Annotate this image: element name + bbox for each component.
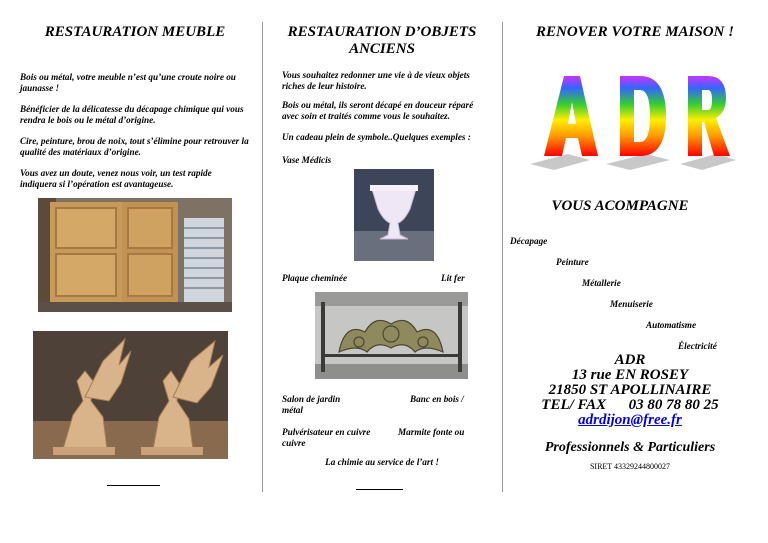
company-email[interactable]	[520, 412, 740, 428]
photo-iron-bed	[315, 292, 468, 379]
service-metallerie: Métallerie	[582, 278, 621, 288]
column-divider-left	[262, 22, 263, 492]
item-banc-bois: Banc en bois /	[410, 394, 464, 404]
company-city: 21850 ST APOLLINAIRE	[548, 382, 712, 398]
service-peinture: Peinture	[556, 257, 589, 267]
company-street: 13 rue EN ROSEY	[571, 367, 689, 383]
col2-footer-rule	[356, 489, 403, 490]
col3-subtitle: VOUS ACOMPAGNE	[551, 198, 689, 214]
col1-footer-rule	[107, 485, 160, 486]
siret-number: SIRET 43329244800027	[589, 462, 671, 471]
service-decapage: Décapage	[510, 236, 548, 246]
company-name: ADR	[614, 352, 646, 368]
col2-paragraph-2: Bois ou métal, ils seront décapé en douceur réparé avec soin et traités comme vous le souhaitez.	[282, 100, 474, 121]
col1-paragraph-3: Cire, peinture, brou de noix, tout s’élimine pour retrouver la qualité des matériaux d’origine.	[20, 136, 249, 157]
item-salon-jardin: Salon de jardin métal	[282, 394, 341, 415]
col3-title: RENOVER VOTRE MAISON !	[536, 24, 734, 40]
service-menuiserie: Menuiserie	[610, 299, 653, 309]
item-plaque-cheminee: Plaque cheminée	[282, 273, 348, 283]
service-automatisme: Automatisme	[646, 320, 697, 330]
company-phone: TEL/ FAX 03 80 78 80 25	[541, 397, 719, 413]
col1-title: RESTAURATION MEUBLE	[44, 24, 226, 40]
col2-paragraph-1: Vous souhaitez redonner une vie à de vieux objets riches de leur histoire.	[282, 70, 470, 91]
col2-paragraph-3: Un cadeau plein de symbole..Quelques exemples :	[282, 132, 471, 142]
column-divider-right	[502, 22, 503, 492]
audience-label: Professionnels & Particuliers	[544, 440, 716, 455]
service-electricite: Électricité	[678, 341, 717, 351]
item-pulverisateur: Pulvérisateur en cuivre cuivre	[282, 427, 371, 448]
col1-paragraph-4: Vous avez un doute, venez nous voir, un test rapide indiquera si l’opération est avantageuse.	[20, 168, 212, 189]
photo-vase-medicis	[354, 169, 434, 261]
adr-logo	[520, 68, 740, 173]
col1-paragraph-1: Bois ou métal, votre meuble n’est qu’une croute noire ou jaunasse !	[20, 72, 236, 93]
item-marmite-fonte: Marmite fonte ou	[398, 427, 465, 437]
photo-restored-doors	[38, 198, 232, 312]
col2-title: RESTAURATION D’OBJETS ANCIENS	[287, 24, 477, 57]
photo-carved-chimeras	[33, 331, 228, 459]
email-link[interactable]: adrdijon@free.fr	[578, 412, 682, 428]
col1-paragraph-2: Bénéficier de la délicatesse du décapage chimique qui vous rendra le bois ou le métal d’origine.	[20, 104, 244, 125]
col2-tagline: La chimie au service de l’art !	[325, 457, 439, 467]
item-vase-medicis: Vase Médicis	[282, 155, 332, 165]
item-lit-fer: Lit fer	[441, 273, 465, 283]
